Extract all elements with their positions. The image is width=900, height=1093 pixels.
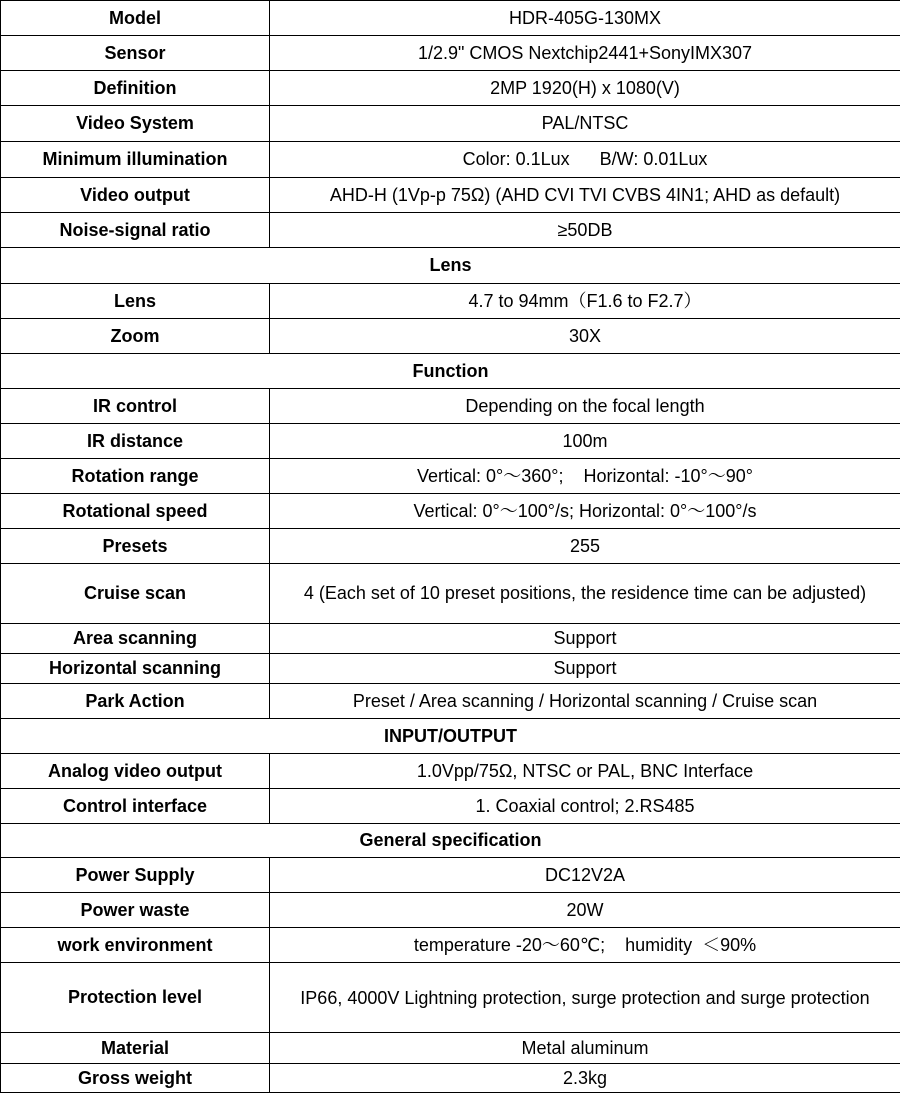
value-model: HDR-405G-130MX — [270, 1, 900, 36]
value-video-output: AHD-H (1Vp-p 75Ω) (AHD CVI TVI CVBS 4IN1; AHD as default) — [270, 178, 900, 213]
label-zoom: Zoom — [1, 319, 270, 354]
label-protection-level: Protection level — [1, 963, 270, 1033]
value-noise-signal-ratio: ≥50DB — [270, 213, 900, 248]
label-video-output: Video output — [1, 178, 270, 213]
label-work-environment: work environment — [1, 928, 270, 963]
value-video-system: PAL/NTSC — [270, 106, 900, 142]
label-power-supply: Power Supply — [1, 858, 270, 893]
row-lens — [1, 284, 900, 319]
row-ir-control — [1, 389, 900, 424]
value-park-action: Preset / Area scanning / Horizontal scanning / Cruise scan — [270, 684, 900, 719]
value-power-supply: DC12V2A — [270, 858, 900, 893]
row-sensor — [1, 36, 900, 71]
label-park-action: Park Action — [1, 684, 270, 719]
row-analog-video-output — [1, 754, 900, 789]
value-zoom: 30X — [270, 319, 900, 354]
value-area-scanning: Support — [270, 624, 900, 654]
section-general-specification — [1, 824, 900, 858]
value-analog-video-output: 1.0Vpp/75Ω, NTSC or PAL, BNC Interface — [270, 754, 900, 789]
value-sensor: 1/2.9" CMOS Nextchip2441+SonyIMX307 — [270, 36, 900, 71]
label-analog-video-output: Analog video output — [1, 754, 270, 789]
label-ir-distance: IR distance — [1, 424, 270, 459]
section-input-output — [1, 719, 900, 754]
label-control-interface: Control interface — [1, 789, 270, 824]
label-horizontal-scanning: Horizontal scanning — [1, 654, 270, 684]
label-gross-weight: Gross weight — [1, 1064, 270, 1093]
row-video-output — [1, 178, 900, 213]
label-material: Material — [1, 1033, 270, 1064]
value-horizontal-scanning: Support — [270, 654, 900, 684]
section-title-lens: Lens — [1, 248, 900, 284]
value-minimum-illumination: Color: 0.1Lux B/W: 0.01Lux — [270, 142, 900, 178]
row-model — [1, 1, 900, 36]
row-material — [1, 1033, 900, 1064]
value-power-waste: 20W — [270, 893, 900, 928]
row-minimum-illumination — [1, 142, 900, 178]
row-power-supply — [1, 858, 900, 893]
value-presets: 255 — [270, 529, 900, 564]
row-video-system — [1, 106, 900, 142]
section-lens — [1, 248, 900, 284]
row-horizontal-scanning — [1, 654, 900, 684]
row-ir-distance — [1, 424, 900, 459]
value-lens: 4.7 to 94mm（F1.6 to F2.7） — [270, 284, 900, 319]
value-ir-control: Depending on the focal length — [270, 389, 900, 424]
value-work-environment: temperature -20～60℃; humidity ＜90% — [270, 928, 900, 963]
section-title-general-specification: General specification — [1, 824, 900, 858]
section-title-input-output: INPUT/OUTPUT — [1, 719, 900, 754]
row-gross-weight — [1, 1064, 900, 1093]
value-gross-weight: 2.3kg — [270, 1064, 900, 1093]
section-title-function: Function — [1, 354, 900, 389]
label-model: Model — [1, 1, 270, 36]
value-rotational-speed: Vertical: 0°～100°/s; Horizontal: 0°～100°/s — [270, 494, 900, 529]
row-protection-level — [1, 963, 900, 1033]
row-noise-signal-ratio — [1, 213, 900, 248]
row-power-waste — [1, 893, 900, 928]
row-area-scanning — [1, 624, 900, 654]
row-rotation-range — [1, 459, 900, 494]
label-presets: Presets — [1, 529, 270, 564]
value-rotation-range: Vertical: 0°～360°; Horizontal: -10°～90° — [270, 459, 900, 494]
row-park-action — [1, 684, 900, 719]
row-cruise-scan — [1, 564, 900, 624]
label-power-waste: Power waste — [1, 893, 270, 928]
label-noise-signal-ratio: Noise-signal ratio — [1, 213, 270, 248]
label-sensor: Sensor — [1, 36, 270, 71]
label-minimum-illumination: Minimum illumination — [1, 142, 270, 178]
section-function — [1, 354, 900, 389]
row-zoom — [1, 319, 900, 354]
row-definition — [1, 71, 900, 106]
label-rotation-range: Rotation range — [1, 459, 270, 494]
value-cruise-scan: 4 (Each set of 10 preset positions, the residence time can be adjusted) — [270, 564, 900, 624]
label-area-scanning: Area scanning — [1, 624, 270, 654]
label-lens: Lens — [1, 284, 270, 319]
value-definition: 2MP 1920(H) x 1080(V) — [270, 71, 900, 106]
label-cruise-scan: Cruise scan — [1, 564, 270, 624]
value-control-interface: 1. Coaxial control; 2.RS485 — [270, 789, 900, 824]
value-material: Metal aluminum — [270, 1033, 900, 1064]
label-rotational-speed: Rotational speed — [1, 494, 270, 529]
label-video-system: Video System — [1, 106, 270, 142]
row-work-environment — [1, 928, 900, 963]
label-definition: Definition — [1, 71, 270, 106]
row-presets — [1, 529, 900, 564]
row-control-interface — [1, 789, 900, 824]
label-ir-control: IR control — [1, 389, 270, 424]
row-rotational-speed — [1, 494, 900, 529]
value-protection-level: IP66, 4000V Lightning protection, surge protection and surge protection — [270, 963, 900, 1033]
value-ir-distance: 100m — [270, 424, 900, 459]
